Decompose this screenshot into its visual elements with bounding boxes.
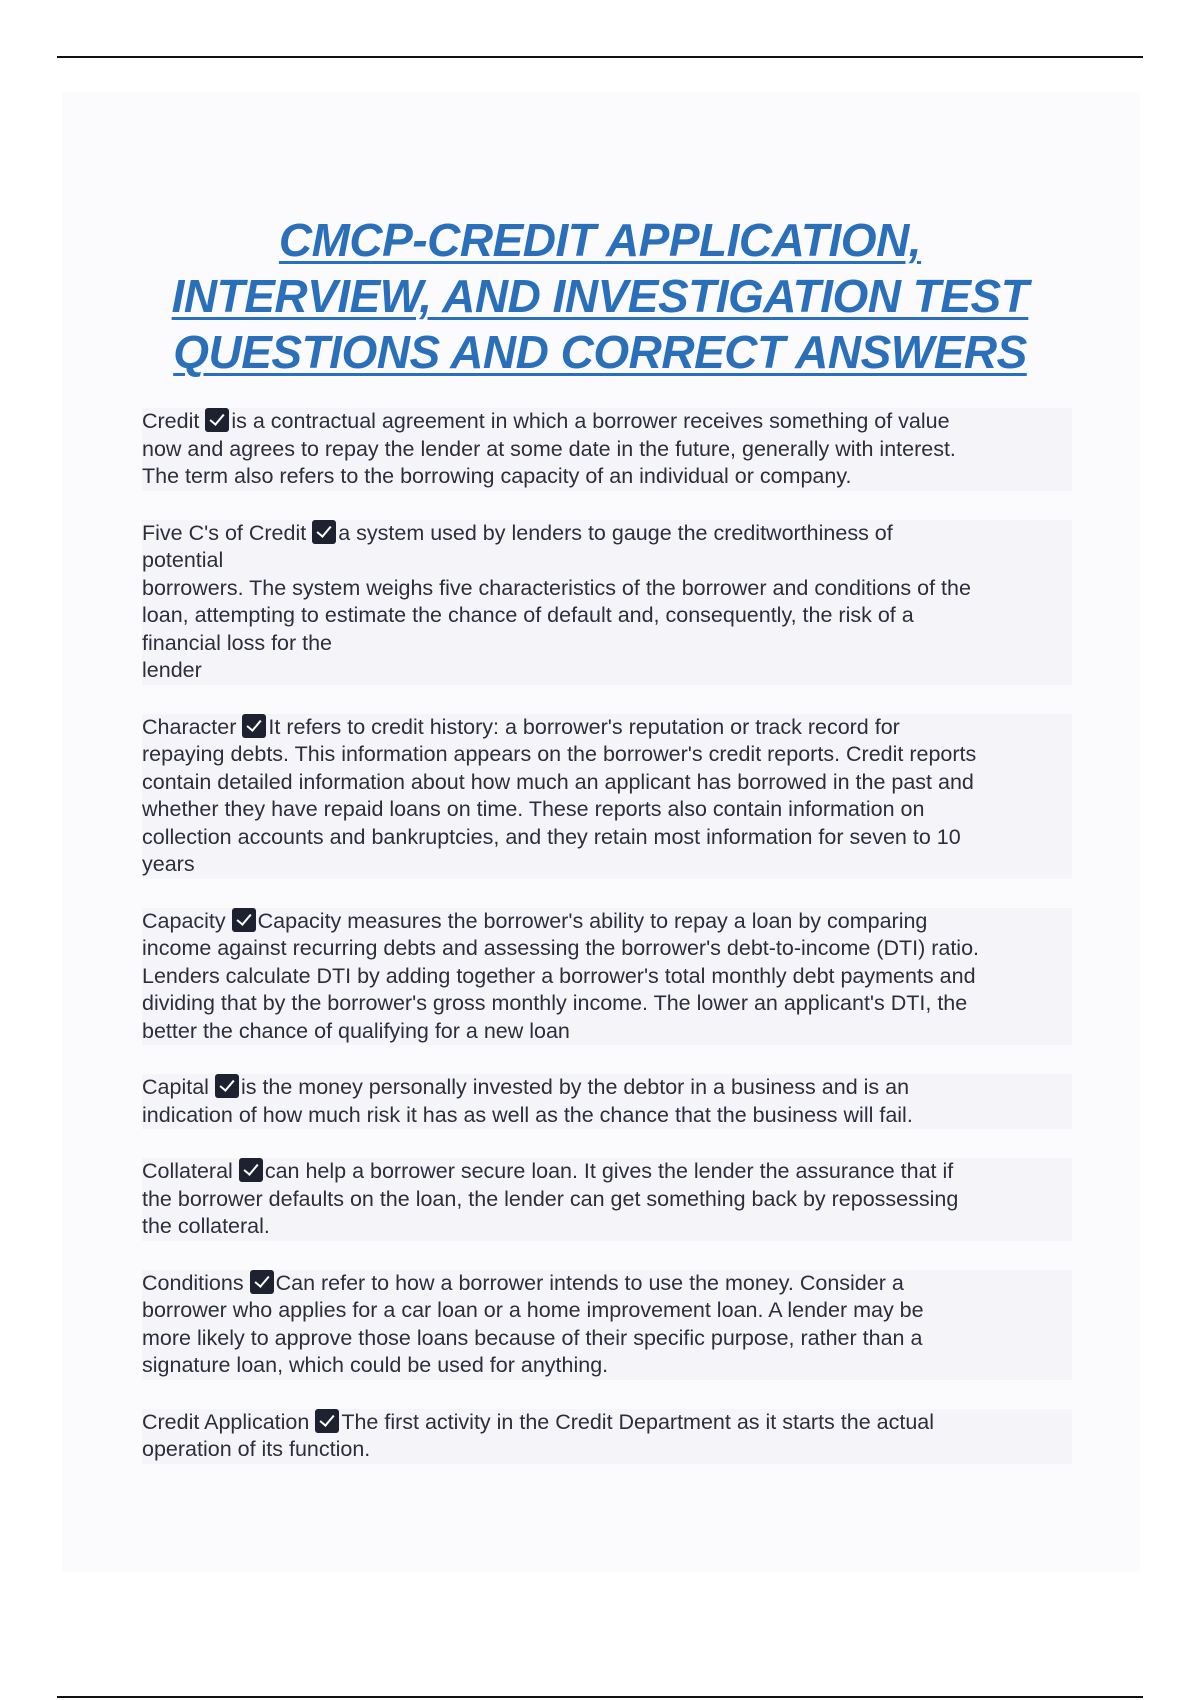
- entry-text: lender: [142, 658, 202, 682]
- entry-line: [142, 851, 1072, 879]
- entry-text: The first activity in the Credit Department as it starts the actual: [341, 1409, 935, 1434]
- entry-text: borrowers. The system weighs five characteristics of the borrower and conditions of the: [142, 575, 971, 600]
- qa-entry: [142, 1270, 1072, 1380]
- entry-line: [142, 1325, 1072, 1353]
- entry-text: Can refer to how a borrower intends to use the money. Consider a: [275, 1270, 904, 1295]
- title-line: INTERVIEW, AND INVESTIGATION TEST: [171, 270, 1029, 322]
- entry-line: [142, 547, 1072, 575]
- entry-line: [142, 1352, 1072, 1380]
- entry-line: [142, 824, 1072, 852]
- entry-term: Capacity: [142, 908, 226, 933]
- entry-term: Conditions: [142, 1270, 244, 1295]
- title-line: QUESTIONS AND CORRECT ANSWERS: [173, 326, 1027, 378]
- checkbox-checked-icon: [250, 1270, 274, 1294]
- entry-text: collection accounts and bankruptcies, and they retain most information for seven to 10: [142, 824, 961, 849]
- entry-term: Credit: [142, 409, 200, 433]
- entry-text: borrower who applies for a car loan or a home improvement loan. A lender may be: [142, 1298, 924, 1322]
- entry-line: [142, 630, 1072, 658]
- entry-text: the collateral.: [142, 1214, 270, 1238]
- entry-text: is a contractual agreement in which a borrower receives something of value: [231, 409, 950, 433]
- top-rule: [57, 56, 1143, 58]
- entry-text: indication of how much risk it has as well as the chance that the business will fail.: [142, 1102, 913, 1127]
- qa-entry: [142, 408, 1072, 491]
- entry-line: [142, 1074, 1072, 1102]
- entry-line: [142, 1018, 1072, 1046]
- entry-text: a system used by lenders to gauge the creditworthiness of: [338, 520, 893, 545]
- entry-line: [142, 935, 1072, 963]
- document-title: [100, 212, 1100, 380]
- entry-line: [142, 657, 1072, 685]
- entry-text: signature loan, which could be used for anything.: [142, 1353, 609, 1377]
- checkbox-checked-icon: [215, 1074, 239, 1098]
- entry-term: Capital: [142, 1075, 209, 1099]
- entry-term: Credit Application: [142, 1409, 310, 1434]
- entry-text: more likely to approve those loans because of their specific purpose, rather than a: [142, 1325, 923, 1350]
- title-line: CMCP-CREDIT APPLICATION,: [278, 214, 922, 266]
- entry-term: Five C's of Credit: [142, 520, 307, 545]
- entry-line: [142, 575, 1072, 603]
- entry-line: [142, 796, 1072, 824]
- entry-text: potential: [142, 548, 224, 572]
- entry-term: Collateral: [142, 1159, 233, 1183]
- entry-line: [142, 1297, 1072, 1325]
- entry-text: the borrower defaults on the loan, the lender can get something back by repossessing: [142, 1186, 959, 1211]
- entry-text: is the money personally invested by the debtor in a business and is an: [240, 1075, 910, 1099]
- entry-text: loan, attempting to estimate the chance of default and, consequently, the risk of a: [142, 603, 914, 627]
- qa-entry: [142, 520, 1072, 685]
- entry-line: [142, 408, 1072, 436]
- entry-line: [142, 520, 1072, 548]
- entry-text: Capacity measures the borrower's ability to repay a loan by comparing: [257, 908, 928, 933]
- entry-line: [142, 769, 1072, 797]
- qa-entry: [142, 908, 1072, 1046]
- entry-line: [142, 1270, 1072, 1298]
- entry-text: income against recurring debts and assessing the borrower's debt-to-income (DTI) ratio.: [142, 936, 980, 960]
- entry-text: years: [142, 852, 195, 876]
- checkbox-checked-icon: [205, 408, 229, 432]
- entry-line: [142, 741, 1072, 769]
- entry-text: can help a borrower secure loan. It gives the lender the assurance that if: [264, 1159, 954, 1183]
- entry-text: now and agrees to repay the lender at some date in the future, generally with interest.: [142, 436, 956, 461]
- entry-text: It refers to credit history: a borrower's reputation or track record for: [268, 714, 900, 739]
- entry-line: [142, 1186, 1072, 1214]
- entry-text: operation of its function.: [142, 1437, 371, 1461]
- entry-line: [142, 963, 1072, 991]
- checkbox-checked-icon: [315, 1409, 339, 1433]
- entry-line: [142, 714, 1072, 742]
- qa-list: [142, 408, 1072, 1493]
- entry-line: [142, 1158, 1072, 1186]
- qa-entry: [142, 1158, 1072, 1241]
- entry-line: [142, 1436, 1072, 1464]
- entry-text: repaying debts. This information appears on the borrower's credit reports. Credit reports: [142, 742, 977, 766]
- checkbox-checked-icon: [232, 908, 256, 932]
- entry-text: dividing that by the borrower's gross monthly income. The lower an applicant's DTI, the: [142, 991, 968, 1015]
- entry-text: The term also refers to the borrowing capacity of an individual or company.: [142, 464, 852, 488]
- checkbox-checked-icon: [312, 520, 336, 544]
- checkbox-checked-icon: [239, 1158, 263, 1182]
- checkbox-checked-icon: [242, 714, 266, 738]
- entry-line: [142, 908, 1072, 936]
- entry-line: [142, 602, 1072, 630]
- entry-text: whether they have repaid loans on time. These reports also contain information on: [142, 797, 925, 821]
- entry-line: [142, 1409, 1072, 1437]
- entry-line: [142, 990, 1072, 1018]
- entry-text: contain detailed information about how much an applicant has borrowed in the past and: [142, 769, 974, 794]
- entry-text: financial loss for the: [142, 630, 333, 655]
- entry-line: [142, 436, 1072, 464]
- entry-line: [142, 463, 1072, 491]
- entry-line: [142, 1102, 1072, 1130]
- entry-text: Lenders calculate DTI by adding together a borrower's total monthly debt payments and: [142, 963, 976, 988]
- qa-entry: [142, 1409, 1072, 1464]
- bottom-rule: [57, 1696, 1143, 1698]
- entry-term: Character: [142, 714, 237, 739]
- entry-text: better the chance of qualifying for a new loan: [142, 1018, 570, 1043]
- entry-line: [142, 1213, 1072, 1241]
- qa-entry: [142, 1074, 1072, 1129]
- qa-entry: [142, 714, 1072, 879]
